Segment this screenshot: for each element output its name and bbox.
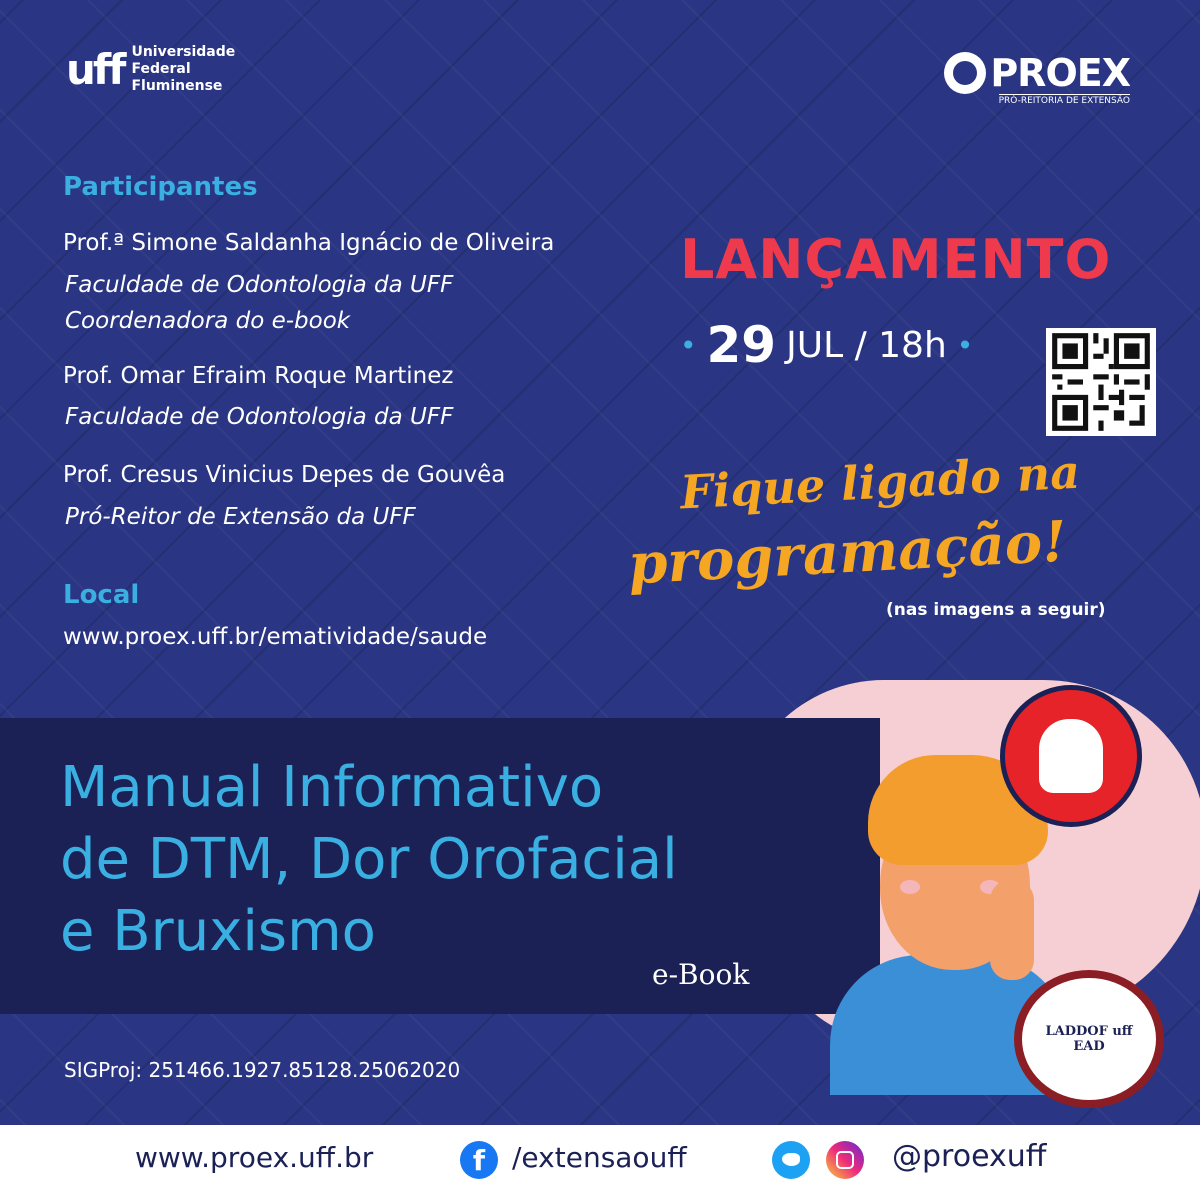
book-format: e-Book [652, 958, 750, 991]
facebook-icon[interactable]: f [460, 1141, 498, 1179]
participant-role-2: Faculdade de Odontologia da UFF [65, 404, 454, 430]
tooth-icon [1039, 719, 1103, 793]
seal-laddof: LADDOF [1045, 1024, 1108, 1039]
participant-role-1b: Coordenadora do e-book [65, 308, 351, 334]
uff-logo [66, 44, 235, 95]
script-line-2: programação! [626, 508, 1069, 598]
participant-name-2: Prof. Omar Efraim Roque Martinez [63, 363, 454, 389]
book-title [60, 752, 678, 968]
proex-logo [944, 51, 1130, 106]
book-title-line1: Manual Informativo [60, 755, 604, 820]
sigproj-code: SIGProj: 251466.1927.85128.25062020 [64, 1058, 461, 1082]
proex-subtitle: PRÓ-REITORIA DE EXTENSÃO [998, 96, 1130, 106]
participants-heading: Participantes [63, 172, 258, 202]
footer-site[interactable]: www.proex.uff.br [135, 1141, 374, 1174]
bullet-right: • [956, 328, 974, 362]
launch-day: 29 [706, 316, 777, 374]
seal-uff: uff [1112, 1024, 1133, 1039]
instagram-icon[interactable] [826, 1141, 864, 1179]
book-title-line2: de DTM, Dor Orofacial [60, 827, 678, 892]
book-title-line3: e Bruxismo [60, 899, 376, 964]
seal-ead: EAD [1073, 1039, 1105, 1054]
uff-name-line3: Fluminense [131, 78, 223, 94]
boy-cheek-left [900, 880, 920, 894]
bullet-left: • [680, 328, 697, 362]
participant-name-3: Prof. Cresus Vinicius Depes de Gouvêa [63, 462, 506, 488]
uff-name-line2: Federal [131, 61, 191, 77]
participant-role-3: Pró-Reitor de Extensão da UFF [65, 504, 416, 530]
local-url[interactable]: www.proex.uff.br/ematividade/saude [63, 624, 488, 650]
script-line-1: Fique ligado na [678, 444, 1082, 520]
launch-date [680, 316, 973, 374]
tooth-pain-badge [1000, 685, 1142, 827]
launch-time: JUL / 18h [786, 324, 947, 366]
facebook-handle[interactable]: /extensaouff [512, 1141, 687, 1174]
uff-mark: uff [66, 44, 124, 94]
seal-name [1046, 1024, 1133, 1039]
participant-name-1: Prof.ª Simone Saldanha Ignácio de Oliveira [63, 230, 555, 256]
proex-emblem-icon [944, 52, 986, 94]
local-heading: Local [63, 580, 140, 610]
proex-word: PROEX [990, 51, 1130, 95]
uff-name-line1: Universidade [131, 44, 236, 60]
launch-note: (nas imagens a seguir) [886, 600, 1106, 620]
footer-bar [0, 1125, 1200, 1200]
social-handle[interactable]: @proexuff [892, 1139, 1047, 1174]
qr-code-icon[interactable] [1046, 328, 1156, 436]
participant-role-1a: Faculdade de Odontologia da UFF [65, 272, 454, 298]
laddof-seal [1014, 970, 1164, 1108]
twitter-icon[interactable] [772, 1141, 810, 1179]
boy-hand [990, 880, 1034, 980]
uff-name [131, 44, 235, 95]
launch-title: LANÇAMENTO [680, 228, 1112, 291]
